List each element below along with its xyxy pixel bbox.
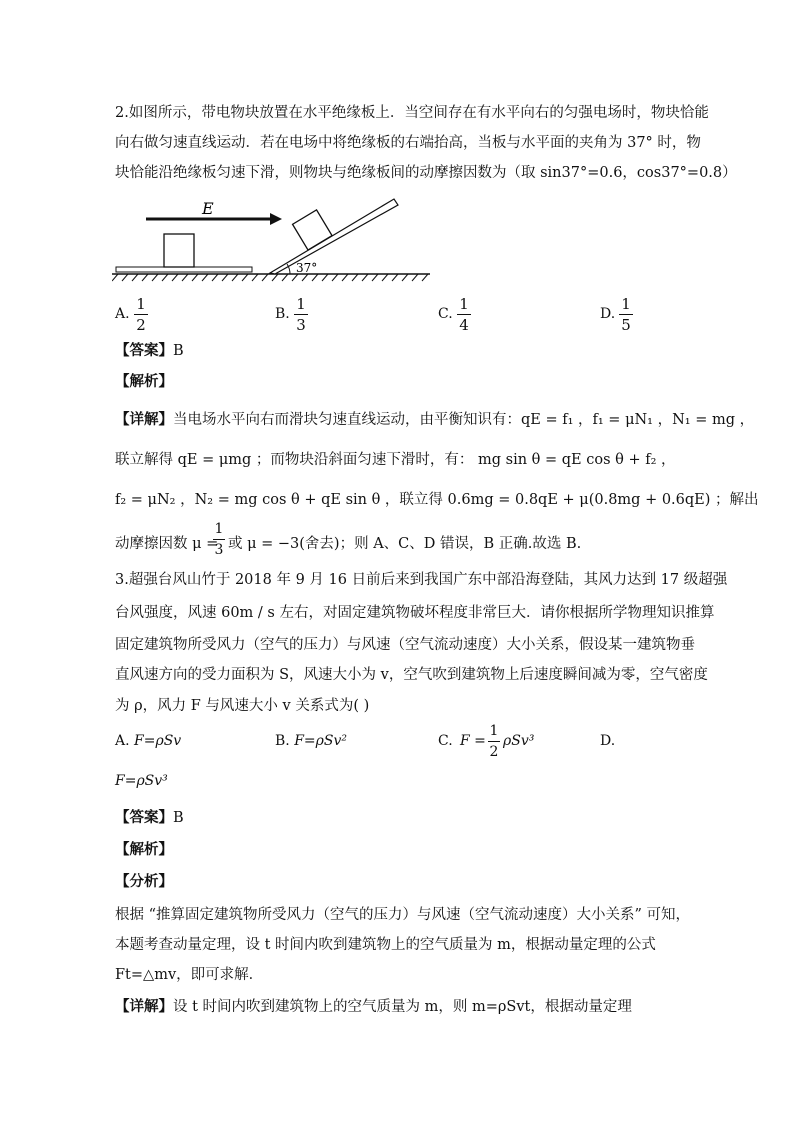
q2-detail-line-4: 或 μ = −3(舍去)；则 A、C、D 错误，B 正确.故选 B.	[228, 536, 582, 552]
detail-text: 当电场水平向右而滑块匀速直线运动，由平衡知识有：qE = f₁ ，f₁ = μN₁ ，N₁ = mg ，	[173, 412, 755, 428]
detail-tag: 【详解】	[115, 998, 173, 1015]
numerator: 1	[136, 295, 146, 313]
q2-option-c-letter: C.	[438, 306, 453, 322]
answer-tag: 【答案】	[115, 809, 173, 826]
q3-fenxi-line-2: 本题考查动量定理，设 t 时间内吹到建筑物上的空气质量为 m，根据动量定理的公式	[115, 937, 656, 953]
q3-option-c-letter: C.	[438, 733, 453, 749]
q2-stem-line-2: 向右做匀速直线运动．若在电场中将绝缘板的右端抬高，当板与水平面的夹角为 37° 时，物	[115, 135, 701, 151]
q2-stem-line-3: 块恰能沿绝缘板匀速下滑，则物块与绝缘板间的动摩擦因数为（取 sin37°=0.6，cos37°=0.8）	[115, 165, 737, 181]
q2-detail-line-1	[115, 410, 754, 430]
q3-stem-line-2: 台风强度，风速 60m / s 左右，对固定建筑物破坏程度非常巨大．请你根据所学物理知识推算	[115, 605, 715, 621]
q3-option-c-prefix: F =	[460, 733, 486, 749]
q2-option-b-letter: B.	[275, 306, 290, 322]
q2-answer	[115, 341, 184, 361]
q3-stem-line-4: 直风速方向的受力面积为 S，风速大小为 v，空气吹到建筑物上后速度瞬间减为零，空气密度	[115, 667, 708, 683]
detail-tag: 【详解】	[115, 411, 173, 428]
q3-answer	[115, 808, 184, 828]
q3-fenxi-tag: 【分析】	[115, 873, 173, 890]
q2-option-a-fraction	[134, 295, 148, 334]
q2-stem-line-1: 2.如图所示，带电物块放置在水平绝缘板上．当空间存在有水平向右的匀强电场时，物块恰能	[115, 105, 709, 121]
denominator: 3	[214, 542, 224, 558]
q2-detail-line-2: 联立解得 qE = μmg ；而物块沿斜面匀速下滑时，有： mg sin θ = qE cos θ + f₂ ，	[115, 452, 676, 468]
q2-analysis-tag: 【解析】	[115, 373, 173, 390]
q3-stem-line-1: 3.超强台风山竹于 2018 年 9 月 16 日前后来到我国广东中部沿海登陆，其风力达到 17 级超强	[115, 572, 728, 588]
q2-option-a-letter: A.	[115, 306, 130, 322]
denominator: 2	[136, 316, 146, 334]
denominator: 4	[459, 316, 469, 334]
answer-value: B	[173, 810, 184, 826]
q2-detail-line-4-prefix: 动摩擦因数 μ =	[115, 536, 219, 552]
q3-option-c-fraction	[488, 722, 500, 761]
numerator: 1	[296, 295, 306, 313]
q2-option-d-letter: D.	[600, 306, 616, 322]
q2-figure	[112, 192, 432, 282]
denominator: 2	[489, 744, 499, 760]
q3-option-c-suffix: ρSv³	[503, 733, 535, 749]
q3-option-b: B. F=ρSv²	[275, 733, 347, 749]
q3-fenxi-line-3: Ft=△mv，即可求解．	[115, 967, 264, 983]
q3-fenxi-line-1: 根据 “推算固定建筑物所受风力（空气的压力）与风速（空气流动速度）大小关系” 可知，	[115, 907, 691, 923]
numerator: 1	[489, 723, 499, 739]
q2-detail-fraction	[213, 520, 225, 559]
q3-stem-line-5: 为 ρ，风力 F 与风速大小 v 关系式为( )	[115, 698, 370, 714]
numerator: 1	[459, 295, 469, 313]
numerator: 1	[214, 521, 224, 537]
denominator: 3	[296, 316, 306, 334]
angle-label: 37°	[296, 261, 318, 275]
detail-text: 设 t 时间内吹到建筑物上的空气质量为 m，则 m=ρSvt，根据动量定理	[173, 999, 632, 1015]
q3-option-d-letter: D.	[600, 733, 616, 749]
q3-analysis-tag: 【解析】	[115, 841, 173, 858]
q3-detail-line	[115, 997, 632, 1017]
q3-option-d-expr: F=ρSv³	[115, 773, 168, 789]
q2-option-d-fraction	[619, 295, 633, 334]
denominator: 5	[621, 316, 631, 334]
q3-stem-line-3: 固定建筑物所受风力（空气的压力）与风速（空气流动速度）大小关系，假设某一建筑物垂	[115, 637, 695, 653]
q3-option-a: A. F=ρSv	[115, 733, 182, 749]
field-label: E	[202, 199, 214, 218]
answer-tag: 【答案】	[115, 342, 173, 359]
q2-detail-line-3: f₂ = μN₂ ，N₂ = mg cos θ + qE sin θ ，联立得 0.6mg = 0.8qE + μ(0.8mg + 0.6qE) ；解出	[115, 492, 759, 508]
q2-option-c-fraction	[457, 295, 471, 334]
numerator: 1	[621, 295, 631, 313]
q2-option-b-fraction	[294, 295, 308, 334]
answer-value: B	[173, 343, 184, 359]
